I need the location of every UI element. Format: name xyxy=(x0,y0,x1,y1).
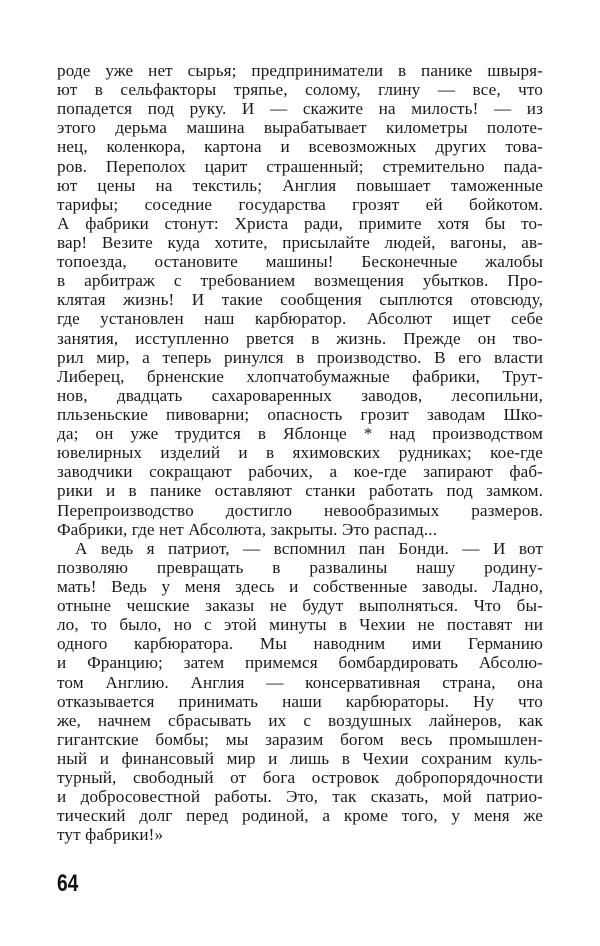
text-line: же, начнем сбрасывать их с воздушных лайнеров, как xyxy=(57,710,543,730)
text-line: попадется под руку. И — скажите на милость! — из xyxy=(57,99,543,119)
text-line: роде уже нет сырья; предприниматели в панике швыря- xyxy=(57,61,543,80)
text-line: топоезда, остановите машины! Бесконечные жалобы xyxy=(57,252,543,272)
text-line: тарифы; соседние государства грозят ей бойкотом. xyxy=(57,194,543,214)
text-line: и Францию; затем примемся бомбардировать Абсолю- xyxy=(57,653,543,673)
text-line: одного карбюратора. Мы наводним ими Германию xyxy=(57,634,543,654)
text-line: позволяю превращать в развалины нашу родину- xyxy=(57,557,543,577)
text-line: нов, двадцать сахароваренных заводов, лесопильни, xyxy=(57,385,543,405)
text-line: да; он уже трудится в Яблонце * над производством xyxy=(57,424,543,444)
text-line: турный, свободный от бога островок добропорядочности xyxy=(57,768,543,788)
text-line: пльзеньские пивоварни; опасность грозит заводам Шко- xyxy=(57,404,543,424)
text-line: вар! Везите куда хотите, присылайте людей, вагоны, ав- xyxy=(57,232,543,252)
text-line: Перепроизводство достигло невообразимых размеров. xyxy=(57,500,543,520)
text-line: А ведь я патриот, — вспомнил пан Бонди. — И вот xyxy=(75,538,543,558)
text-line: ют цены на текстиль; Англия повышает таможенные xyxy=(57,175,543,195)
text-line: ров. Переполох царит страшенный; стремительно пада- xyxy=(57,156,543,176)
text-line: в арбитраж с требованием возмещения убытков. Про- xyxy=(57,271,543,291)
body-text xyxy=(57,61,543,844)
text-line: ло, то было, но с этой минуты в Чехии не поставят ни xyxy=(57,615,543,635)
text-line: А фабрики стонут: Христа ради, примите хотя бы то- xyxy=(57,213,543,233)
text-line: ный и финансовый мир и лишь в Чехии сохраним куль- xyxy=(57,748,543,768)
text-line: ют в сельфакторы тряпье, солому, глину — все, что xyxy=(57,80,543,100)
text-line: заводчики сокращают рабочих, а кое-где запирают фаб- xyxy=(57,462,543,482)
page-number: 64 xyxy=(57,870,79,897)
text-line: том Англию. Англия — консервативная страна, она xyxy=(57,672,543,692)
text-line: этого дерьма машина вырабатывает километры полоте- xyxy=(57,118,543,138)
text-line: тут фабрики!» xyxy=(57,825,164,845)
text-line: отныне чешские заказы не будут выполняться. Что бы- xyxy=(57,596,543,616)
text-line: и добросовестной работы. Это, так сказать, мой патрио- xyxy=(57,787,543,807)
text-line: мать! Ведь у меня здесь и собственные заводы. Ладно, xyxy=(57,576,543,596)
text-line: рил мир, а теперь ринулся в производство. В его власти xyxy=(57,347,543,367)
text-line: ювелирных изделий и в яхимовских рудниках; кое-где xyxy=(57,443,543,463)
text-line: отказывается принимать наши карбюраторы. Ну что xyxy=(57,691,543,711)
text-line: клятая жизнь! И такие сообщения сыплются отовсюду, xyxy=(57,290,543,310)
text-line: где установлен наш карбюратор. Абсолют ищет себе xyxy=(57,309,543,329)
text-line: нец, коленкора, картона и всевозможных других това- xyxy=(57,137,543,157)
text-line: занятия, исступленно рвется в жизнь. Прежде он тво- xyxy=(57,328,543,348)
text-line: гигантские бомбы; мы заразим богом весь промышлен- xyxy=(57,729,543,749)
text-line: рики и в панике оставляют станки работать под замком. xyxy=(57,481,543,501)
text-line: тический долг перед родиной, а кроме того, у меня же xyxy=(57,806,543,826)
text-line: Либерец, брненские хлопчатобумажные фабрики, Трут- xyxy=(57,366,543,386)
text-line: Фабрики, где нет Абсолюта, закрыты. Это распад... xyxy=(57,519,438,539)
